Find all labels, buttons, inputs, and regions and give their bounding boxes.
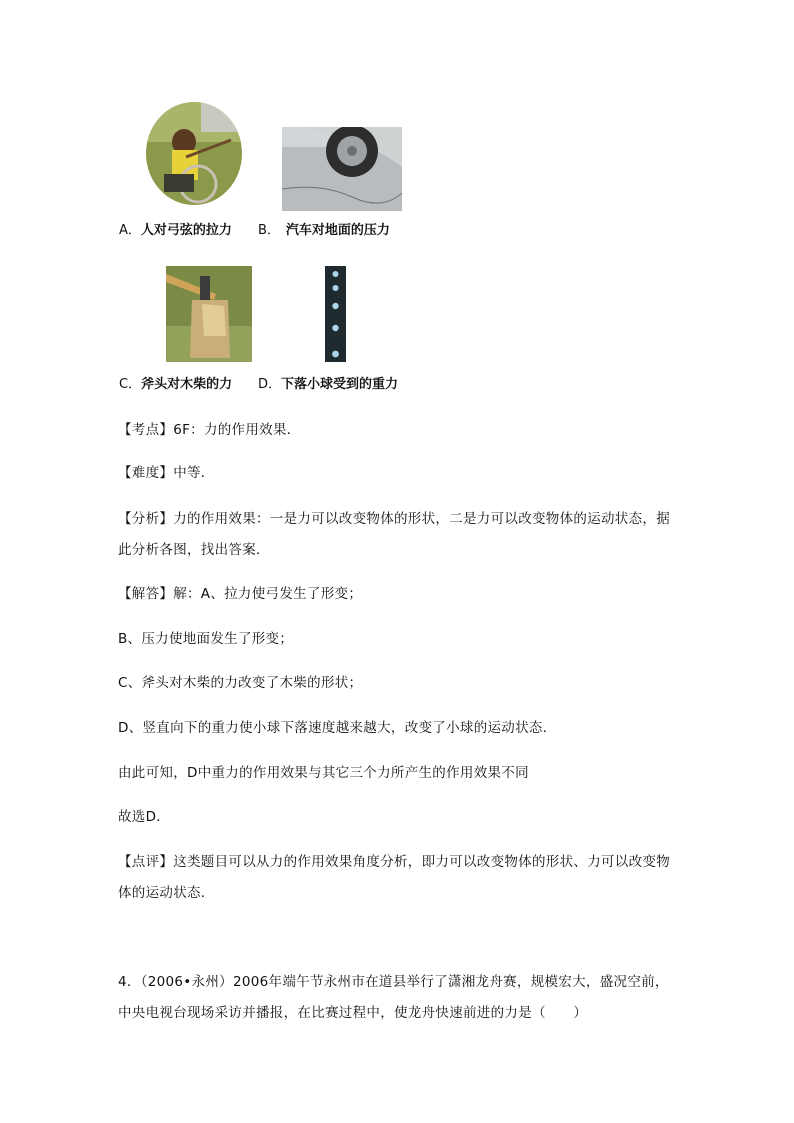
option-c: [119, 373, 232, 392]
jieda-line-c: C、斧头对木柴的力改变了木柴的形状；: [118, 675, 363, 691]
choice-line: 故选D．: [118, 809, 171, 825]
fenxi-paragraph: 【分析】力的作用效果：一是力可以改变物体的形状，二是力可以改变物体的运动状态，据此分析各图，找出答案．: [118, 511, 670, 558]
car-tire-image: [282, 127, 402, 211]
question-4: 4．（2006•永州）2006年端午节永州市在道县举行了潇湘龙舟赛，规模宏大，盛况空前，中央电视台现场采访并播报，在比赛过程中，使龙舟快速前进的力是（ ）: [118, 974, 669, 1021]
dianping-paragraph: 【点评】这类题目可以从力的作用效果角度分析，即力可以改变物体的形状、力可以改变物体的运动状态．: [118, 854, 670, 901]
axe-wood-image: [166, 266, 252, 362]
option-b: [258, 219, 390, 238]
nandu-line: 【难度】中等．: [118, 465, 215, 481]
option-a-text: 人对弓弦的拉力: [140, 223, 232, 238]
jieda-line-d: D、竖直向下的重力使小球下落速度越来越大，改变了小球的运动状态．: [118, 720, 557, 736]
archer-image: [146, 102, 242, 205]
conclusion-line: 由此可知，D中重力的作用效果与其它三个力所产生的作用效果不同: [118, 765, 529, 781]
option-c-text: 斧头对木柴的力: [141, 377, 233, 392]
option-b-letter: B．: [258, 223, 280, 238]
jieda-line-b: B、压力使地面发生了形变；: [118, 631, 294, 647]
falling-balls-image: [325, 266, 346, 362]
option-d-letter: D．: [258, 377, 282, 392]
jieda-line: 【解答】解：A、拉力使弓发生了形变；: [118, 586, 363, 602]
option-d: [258, 373, 398, 392]
option-b-text: 汽车对地面的压力: [285, 223, 390, 238]
option-d-text: 下落小球受到的重力: [281, 377, 399, 392]
option-a: [119, 219, 232, 238]
kaodian-line: 【考点】6F：力的作用效果．: [118, 422, 301, 438]
option-a-letter: A．: [119, 223, 141, 238]
option-c-letter: C．: [119, 377, 142, 392]
